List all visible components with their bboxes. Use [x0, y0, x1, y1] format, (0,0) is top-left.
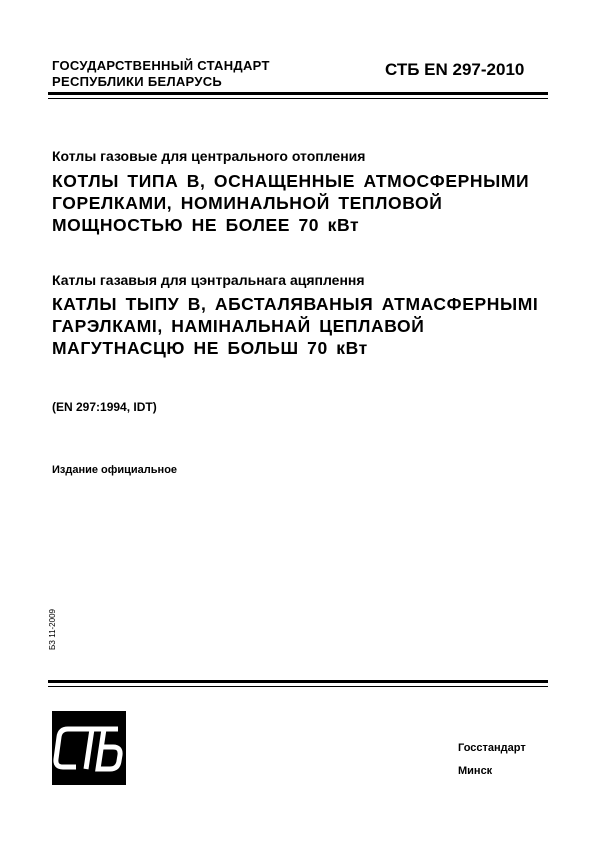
- standard-code: СТБ EN 297-2010: [385, 60, 525, 79]
- russian-title-line-1: КОТЛЫ ТИПА В, ОСНАЩЕННЫЕ АТМОСФЕРНЫМИ: [52, 171, 530, 191]
- footer-rule-thick: [48, 680, 548, 683]
- footer-rule-thin: [48, 686, 548, 687]
- publisher: Госстандарт: [458, 742, 526, 754]
- russian-title: [52, 170, 529, 236]
- side-code: БЗ 11-2009: [48, 609, 57, 650]
- stb-logo-icon: [52, 711, 126, 785]
- header-rule-thick: [48, 92, 548, 95]
- russian-subtitle: Котлы газовые для центрального отопления: [52, 148, 366, 164]
- belarusian-subtitle: Катлы газавыя для цэнтральнага ацяплення: [52, 272, 365, 288]
- city: Минск: [458, 765, 493, 777]
- belarusian-title-line-2: ГАРЭЛКАМІ, НАМІНАЛЬНАЙ ЦЕПЛАВОЙ: [52, 316, 425, 336]
- issuer-line-1: ГОСУДАРСТВЕННЫЙ СТАНДАРТ: [52, 58, 270, 73]
- belarusian-title-line-3: МАГУТНАСЦЮ НЕ БОЛЬШ 70 кВт: [52, 338, 368, 358]
- logo-text: СТБ: [89, 781, 91, 782]
- header-rule-thin: [48, 98, 548, 99]
- russian-title-line-3: МОЩНОСТЬЮ НЕ БОЛЕЕ 70 кВт: [52, 215, 360, 235]
- reference-standard: (EN 297:1994, IDT): [52, 400, 157, 414]
- russian-title-line-2: ГОРЕЛКАМИ, НОМИНАЛЬНОЙ ТЕПЛОВОЙ: [52, 193, 443, 213]
- edition-label: Издание официальное: [52, 464, 178, 476]
- belarusian-title: [52, 293, 538, 359]
- issuer-line-2: РЕСПУБЛИКИ БЕЛАРУСЬ: [52, 74, 223, 89]
- belarusian-title-line-1: КАТЛЫ ТЫПУ В, АБСТАЛЯВАНЫЯ АТМАСФЕРНЫМІ: [52, 294, 539, 314]
- issuer-block: [52, 58, 270, 90]
- stb-logo: [52, 711, 126, 785]
